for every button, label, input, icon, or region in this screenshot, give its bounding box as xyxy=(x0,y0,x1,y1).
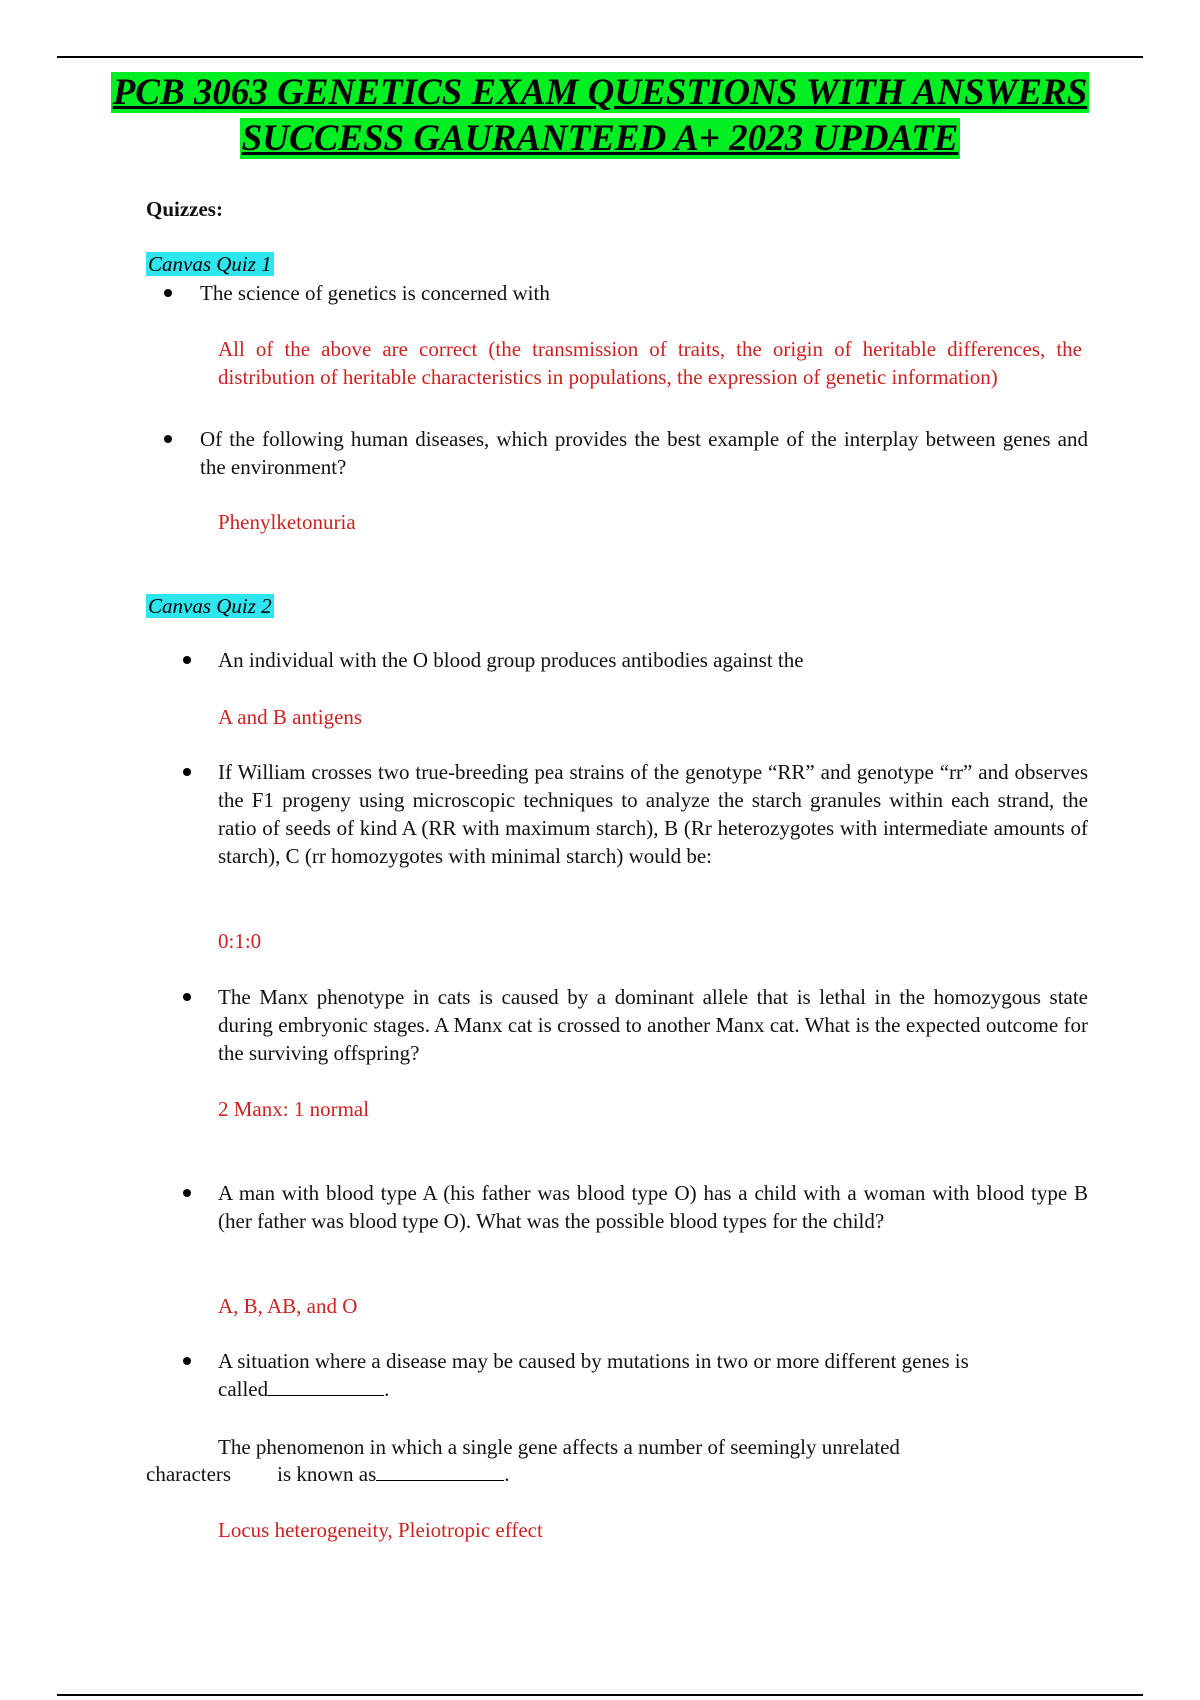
quiz2-q4-question: A man with blood type A (his father was blood type O) has a child with a woman with blood type B (her father was blood type O). What was the possible blood types for the child? xyxy=(218,1181,1088,1233)
quiz1-label: Canvas Quiz 1 xyxy=(148,252,272,276)
quiz2-q2-question: If William crosses two true-breeding pea strains of the genotype “RR” and genotype “rr” and observes the F1 progeny using microscopic techniques to analyze the starch granules within each strand, the ratio of seeds of kind A (RR with maximum starch), B (Rr heterozygotes with intermediate amounts of starch), C (rr homozygotes with minimal starch) would be: xyxy=(218,760,1088,868)
quiz2-q5-line1: A situation where a disease may be caused by mutations in two or more different genes is xyxy=(218,1349,969,1373)
section-heading: Quizzes: xyxy=(146,197,223,221)
quiz2-q2-answer: 0:1:0 xyxy=(218,929,262,953)
quiz2-q1-answer: A and B antigens xyxy=(218,705,363,729)
quiz2-q3-question: The Manx phenotype in cats is caused by a dominant allele that is lethal in the homozygous state during embryonic stages. A Manx cat is crossed to another Manx cat. What is the expected outcome for the surviving offspring? xyxy=(218,985,1088,1065)
quiz2-q5-answer: Locus heterogeneity, Pleiotropic effect xyxy=(218,1518,543,1542)
followup-known-as: is known as xyxy=(277,1462,377,1486)
bullet-icon xyxy=(164,289,172,297)
quiz2-q5-question xyxy=(218,1347,1093,1403)
bullet-icon xyxy=(164,435,172,443)
title-line-1: PCB 3063 GENETICS EXAM QUESTIONS WITH ANSWERS xyxy=(112,72,1088,113)
quiz1-q1-question: The science of genetics is concerned with xyxy=(200,281,550,305)
quiz2-q3-answer: 2 Manx: 1 normal xyxy=(218,1097,370,1121)
fill-in-blank xyxy=(376,1460,504,1481)
quiz2-q4-answer: A, B, AB, and O xyxy=(218,1294,358,1318)
followup-characters: characters xyxy=(146,1462,232,1486)
quiz2-label: Canvas Quiz 2 xyxy=(148,594,272,618)
quiz2-q5-followup-line2 xyxy=(146,1460,510,1488)
quiz1-q2-question: Of the following human diseases, which provides the best example of the interplay between genes and the environment? xyxy=(200,427,1088,479)
quiz2-label-wrapper xyxy=(146,592,274,620)
bullet-icon xyxy=(183,1357,191,1365)
quiz1-q2-answer: Phenylketonuria xyxy=(218,510,356,534)
quiz2-q5-period: . xyxy=(384,1377,390,1401)
bullet-icon xyxy=(183,656,191,664)
bullet-icon xyxy=(183,1189,191,1197)
title-line-2: SUCCESS GAURANTEED A+ 2023 UPDATE xyxy=(241,118,959,159)
quiz1-q1-answer: All of the above are correct (the transmission of traits, the origin of heritable differences, the distribution of heritable characteristics in populations, the expression of genetic information) xyxy=(218,337,1082,389)
top-rule xyxy=(57,56,1143,58)
bullet-icon xyxy=(183,768,191,776)
bullet-icon xyxy=(183,993,191,1001)
quiz1-label-wrapper xyxy=(146,250,274,278)
fill-in-blank xyxy=(268,1375,384,1396)
followup-period: . xyxy=(504,1462,510,1486)
quiz2-q5-line2 xyxy=(218,1375,1093,1403)
document-title xyxy=(57,70,1143,162)
quiz2-q5-followup-line1: The phenomenon in which a single gene affects a number of seemingly unrelated xyxy=(218,1435,900,1459)
quiz2-q1-question: An individual with the O blood group produces antibodies against the xyxy=(218,648,804,672)
bottom-rule xyxy=(57,1694,1143,1696)
quiz2-q5-called: called xyxy=(218,1377,269,1401)
